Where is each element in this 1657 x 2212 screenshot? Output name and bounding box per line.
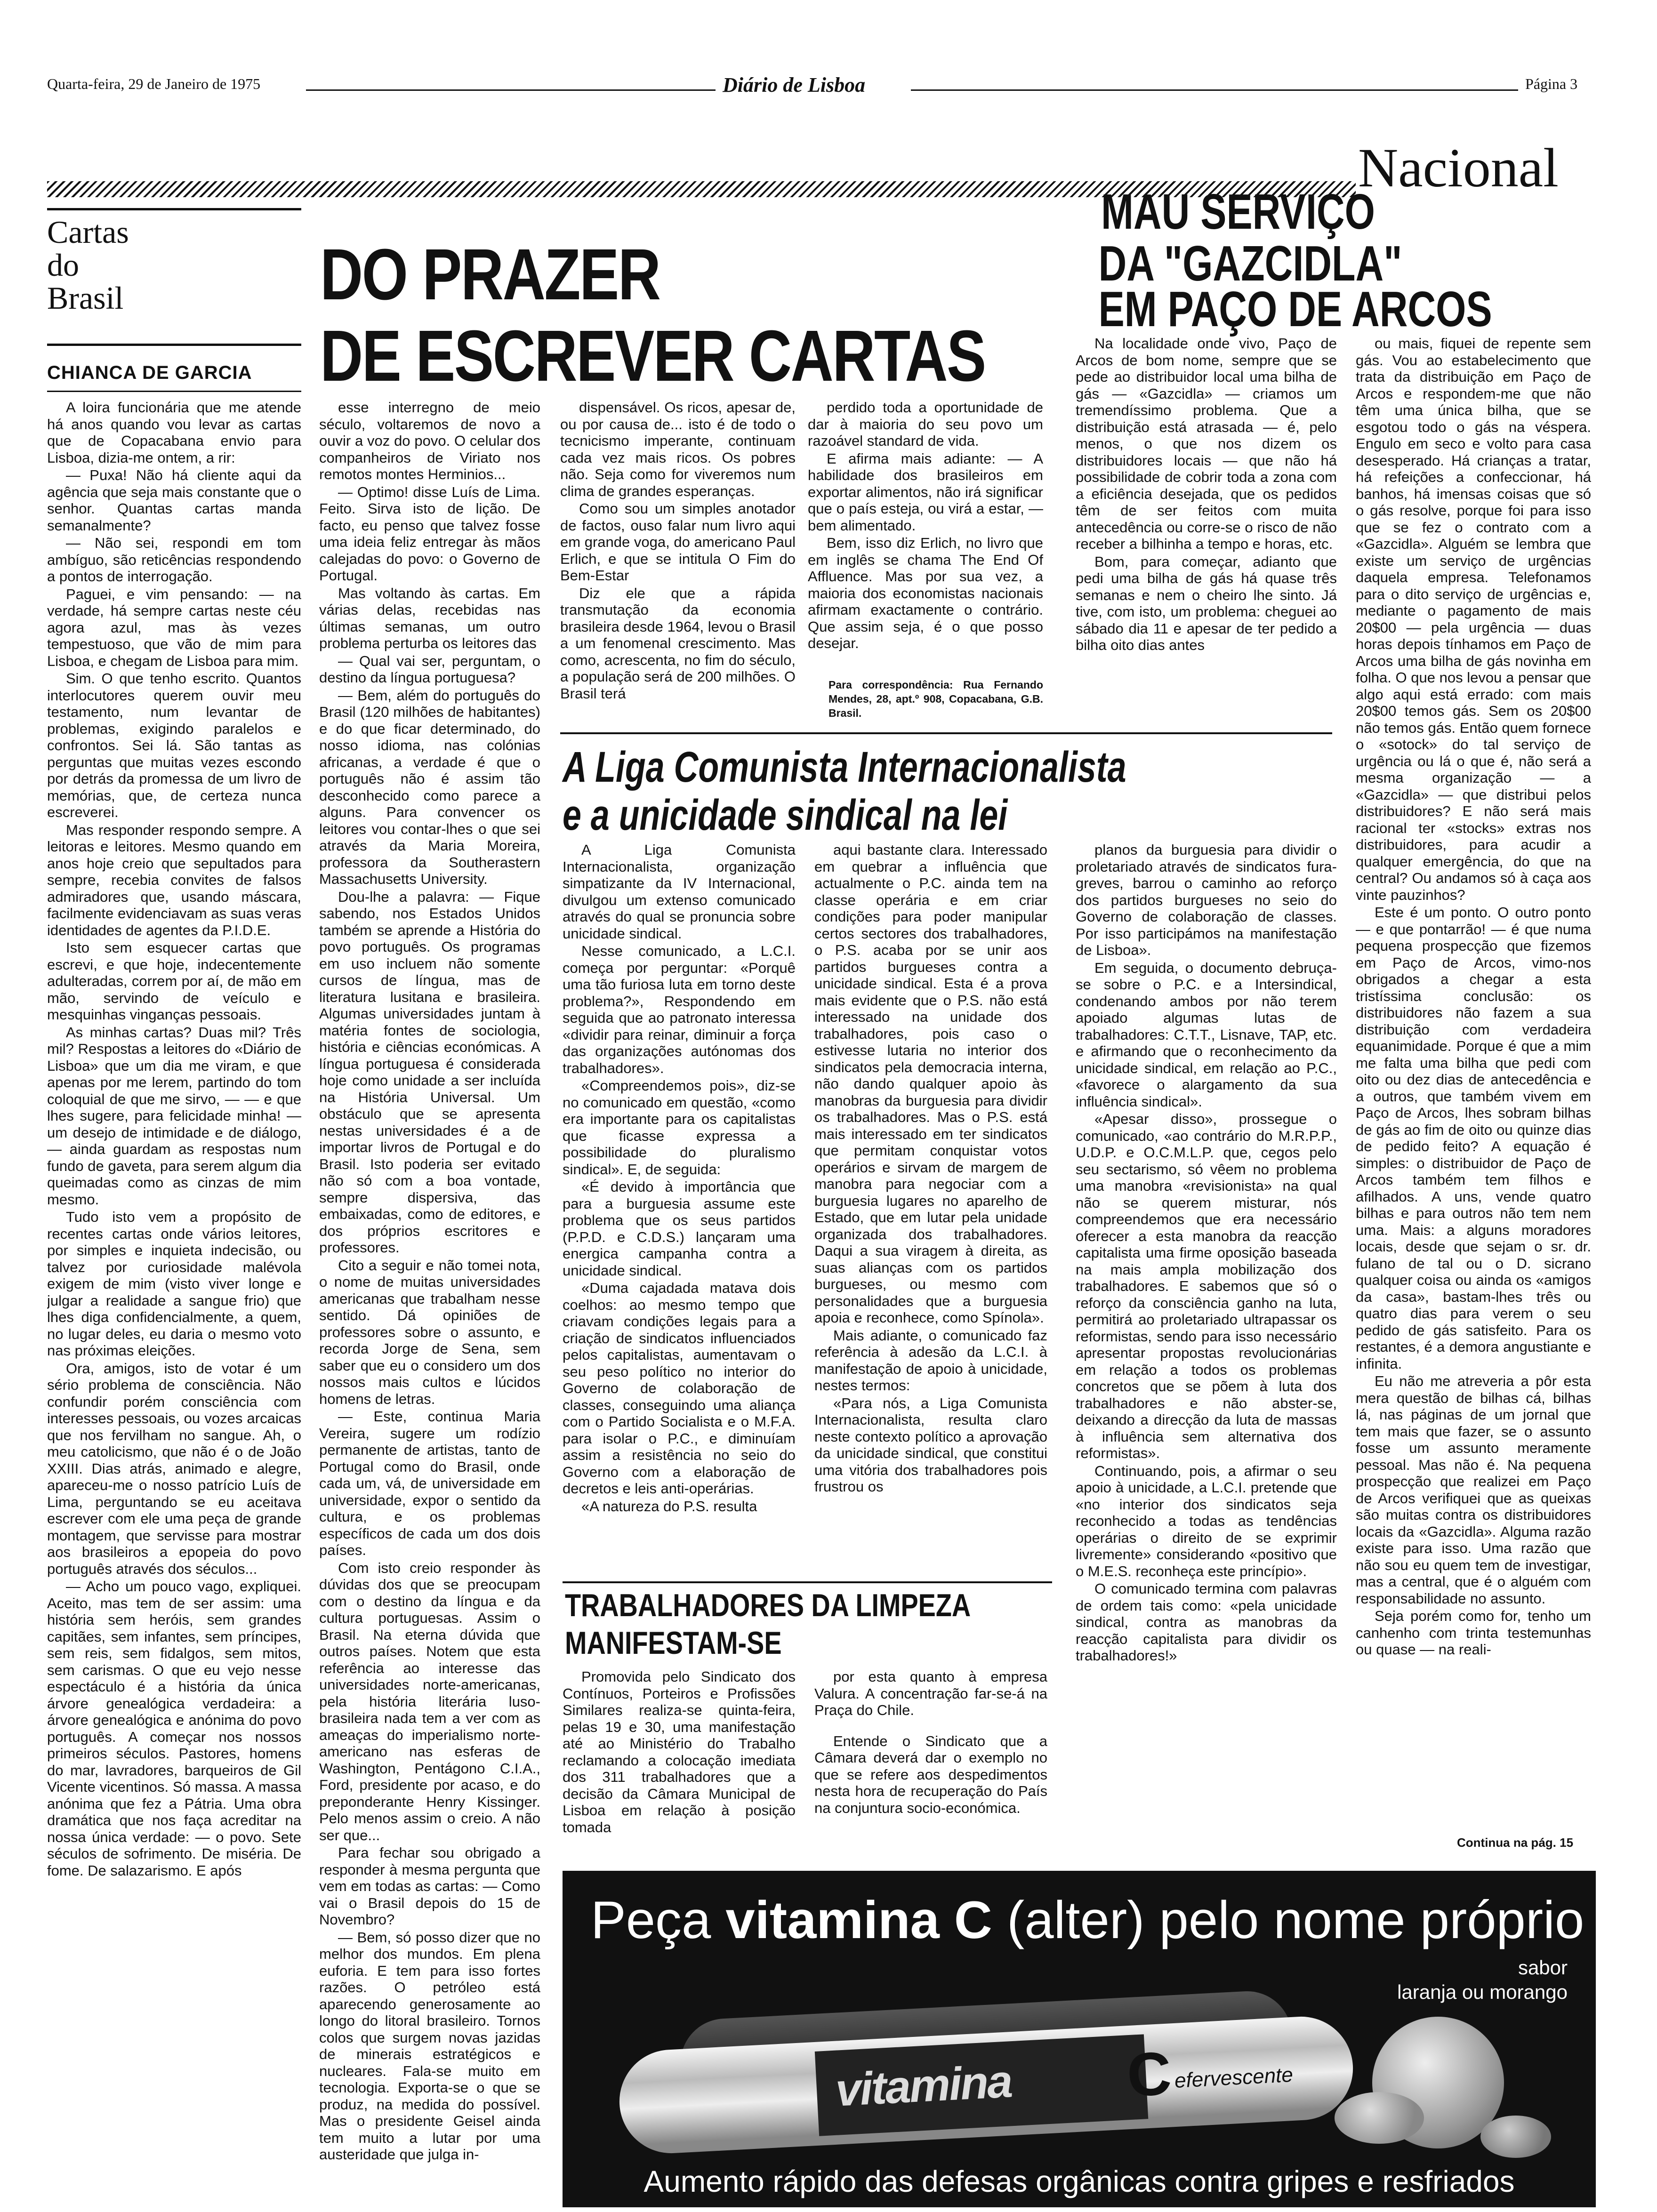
ad-footer: Aumento rápido das defesas orgânicas contra gripes e resfriados: [643, 2164, 1515, 2198]
cartas-headline-line1: DO PRAZER: [320, 234, 660, 315]
ad-tablet-small: [1480, 2116, 1551, 2158]
gazcidla-column-2: [1356, 335, 1591, 1855]
liga-column-1-paragraph: «Compreendemos pois», diz-se no comunicado em questão, «como era importante para os capitalistas que ficasse expressa a possibilidade do pluralismo sindical». E, de seguida:: [563, 1077, 796, 1178]
cartas-column-2-paragraph: — Este, continua Maria Vereira, sugere um rodízio permanente de artistas, tanto de Portugal como do Brasil, onde cada um, vá, de universidade em universidade, expor o sentido da cultura, e os problemas específicos de cada um dos dois países.: [319, 1408, 540, 1558]
cartas-column-2-paragraph: Mas voltando às cartas. Em várias delas, recebidas nas últimas semanas, um outro problema perturba os leitores das: [319, 585, 540, 651]
limpeza-headline-line2: MANIFESTAM-SE: [565, 1625, 782, 1661]
cartas-column-1: [47, 399, 301, 2206]
limpeza-headline-line1: TRABALHADORES DA LIMPEZA: [565, 1587, 971, 1623]
limpeza-column-2: [814, 1668, 1047, 1852]
cartas-column-1-paragraph: Sim. O que tenho escrito. Quantos interlocutores querem ouvir meu testamento, num levantar de problemas, exigindo paralelos e confrontos. Sei lá. São tantas as perguntas que muitas vezes escondo por detrás da promessa de um livro de memórias, que, de certeza nunca escreverei.: [47, 670, 301, 820]
cartas-kicker-rule-bottom: [47, 344, 301, 346]
liga-column-1: [563, 842, 796, 1569]
cartas-column-1-paragraph: Ora, amigos, isto de votar é um sério problema de consciência. Não confundir porém consciência com interesses pessoais, ou vozes arcaicas que nos fervilham no sangue. Ah, o meu catolicismo, que não é o de João XXIII. Dias atrás, animado e alegre, apareceu-me o nosso patrício Luís de Lima, perguntando se eu aceitava escrever com ele uma peça de grande montagem, que servisse para mostrar aos brasileiros a epopeia do povo português através dos séculos...: [47, 1360, 301, 1577]
cartas-column-2-paragraph: — Bem, só posso dizer que no melhor dos mundos. Em plena euforia. E tem para isso fortes razões. O petróleo está aparecendo generosamente ao longo do litoral brasileiro. Tornos colos que surgem novas jazidas de minerais estratégicos e nucleares. Fala-se muito em tecnologia. Exporta-se o que se produz, na medida do possível. Mas o presidente Geisel ainda tem muito a lutar por uma austeridade que julga in-: [319, 1929, 540, 2163]
masthead-rule-left: [306, 89, 716, 91]
cartas-column-2-paragraph: Dou-lhe a palavra: — Fique sabendo, nos Estados Unidos também se aprende a História do povo português. Os programas em uso incluem não somente cursos de língua, mas de literatura lusitana e brasileira. Algumas universidades juntam à matéria fontes de sociologia, história e ciências económicas. A língua portuguesa é considerada hoje como unidade a ser incluída na História Universal. Um obstáculo que se apresenta nestas universidades é a de importar livros de Portugal e do Brasil. Isto poderia ser evitado não só com a boa vontade, sempre dispersiva, das embaixadas, como de editores, e dos próprios escritores e professores.: [319, 888, 540, 1256]
gazcidla-headline-line2: DA "GAZCIDLA": [1098, 236, 1402, 291]
cartas-byline-rule: [47, 391, 301, 392]
liga-column-3-paragraph: planos da burguesia para dividir o proletariado através de sindicatos fura-greves, barrou o caminho ao reforço dos partidos burgueses no seio do Governo de colaboração de classes. Por isso participámos na manifestação de Lisboa».: [1076, 842, 1337, 958]
cartas-column-2-paragraph: Para fechar sou obrigado a responder à mesma pergunta que vem em todas as cartas: — Como vai o Brasil depois do 15 de Novembro?: [319, 1844, 540, 1928]
cartas-column-1-paragraph: Mas responder respondo sempre. A leitoras e leitores. Mesmo quando em anos hoje creio que sepultados para sempre, recebia convites de falsos admiradores que, usando máscara, facilmente evidenciavam as suas veras identidades de agentes da P.I.D.E.: [47, 821, 301, 938]
limpeza-paragraph-2: por esta quanto à empresa Valura. A concentração far-se-á na Praça do Chile.: [814, 1668, 1047, 1718]
cartas-column-4-paragraph: Bem, isso diz Erlich, no livro que em inglês se chama The End Of Affluence. Mas por sua vez, a maioria dos economistas nacionais afirmam exactamente o contrário. Que assim seja, é o que posso desejar.: [808, 535, 1043, 651]
cartas-column-3-paragraph: Como sou um simples anotador de factos, ouso falar num livro aqui em grande voga, do americano Paul Erlich, e que se intitula O Fim do Bem-Estar: [560, 500, 796, 584]
cartas-column-1-paragraph: — Puxa! Não há cliente aqui da agência que seja mais constante que o senhor. Quantas cartas manda semanalmente?: [47, 467, 301, 534]
vitamin-c-advertisement: [563, 1871, 1596, 2207]
gazcidla-column-2-paragraph: ou mais, fiquei de repente sem gás. Vou ao estabelecimento que trata da distribuição em Paço de Arcos e respondem-me que não têm uma única bilha, que se esgotou todo o gás na véspera. Engulo em seco e volto para casa desesperado. Há crianças a tratar, há refeições a confeccionar, há banhos, há imensas coisas que só o gás resolve, porque foi para isso que se fez o contrato com a «Gazcidla». Alguém se lembra que existe um serviço de urgências daquela empresa. Telefonamos para o dito serviço de urgências e, mediante o pagamento de mais 20$00 — pela urgência — duas horas depois tínhamos em Paço de Arcos uma bilha de gás novinha em folha. O que nos levou a pensar que algo aqui está errado: com mais 20$00 temos gás. Sem os 20$00 não temos gás. Então quem fornece o «sotock» do tal serviço de urgência ou lá o que é, não será a mesma organização — a «Gazcidla» — que distribui pelos distribuidores? E não será mais racional ter «stocks» extras nos distribuidores, para acudir a qualquer emergência, do que na central? Ou andamos só à caça aos vinte pauzinhos?: [1356, 335, 1591, 903]
cartas-column-2-paragraph: esse interregno de meio século, voltaremos de novo a ouvir a voz do povo. O celular dos companheiros de Viriato nos remotos montes Herminios...: [319, 399, 540, 482]
cartas-headline-line2: DE ESCREVER CARTAS: [320, 315, 985, 396]
section-title: Nacional: [1358, 137, 1559, 199]
gazcidla-column-1-paragraph: Bom, para começar, adianto que pedi uma bilha de gás há quase três semanas e nem o cheiro lhe sinto. Já tive, com isto, um problema: cheguei ao sábado dia 11 e apesar de ter pedido a bilha oito dias antes: [1076, 553, 1337, 653]
cartas-column-4-paragraph: perdido toda a oportunidade de dar à maioria do seu povo um razoável standard de vida.: [808, 399, 1043, 449]
cartas-column-2-paragraph: — Qual vai ser, perguntam, o destino da língua portuguesa?: [319, 652, 540, 686]
masthead-date: Quarta-feira, 29 de Janeiro de 1975: [47, 75, 261, 92]
cartas-column-3: [560, 399, 796, 724]
cartas-column-1-paragraph: Isto sem esquecer cartas que escrevi, e que hoje, indecentemente adulteradas, correm por aí, de mão em mão, servindo de veículo e mesquinhas vinganças pessoais.: [47, 939, 301, 1023]
limpeza-paragraph-3: Entende o Sindicato que a Câmara deverá dar o exemplo no que se refere aos despedimentos nesta hora de recuperação do País na conjuntura socio-económica.: [814, 1732, 1047, 1816]
ad-tube-c: C: [1125, 2038, 1173, 2110]
cartas-column-2-paragraph: Cito a seguir e não tomei nota, o nome de muitas universidades americanas que trabalham nesse sentido. Dá opiniões de professores sobre o assunto, e recorda Jorge de Sena, sem saber que eu o considero um dos nossos mais cultos e lúcidos homens de letras.: [319, 1257, 540, 1407]
liga-column-3-paragraph: Em seguida, o documento debruça-se sobre o P.C. e a Intersindical, condenando ambos por não terem apoiado algumas lutas de trabalhadores: C.T.T., Lisnave, TAP, etc. e afirmando que o reconhecimento da unicidade sindical, em relação ao P.C., «favorece o alargamento da sua influência sindical».: [1076, 959, 1337, 1110]
cartas-column-1-paragraph: — Acho um pouco vago, expliquei. Aceito, mas tem de ser assim: uma história sem heróis, sem grandes capitães, sem infantes, sem príncipes, sem reis, sem fidalgos, sem mitos, sem carismas. O que eu vejo nesse espectáculo é a história da única árvore genealógica verdadeira: a árvore genealógica e anónima do povo português. A começar nos nossos primeiros séculos. Pastores, homens do mar, lavradores, barqueiros de Gil Vicente vicentinos. Só massa. A massa anónima que fez a Pátria. Uma obra dramática que nos faça acreditar na nossa única verdade: — o povo. Sete séculos de sofrimento. De miséria. De fome. De salazarismo. E após: [47, 1578, 301, 1879]
cartas-column-1-paragraph: A loira funcionária que me atende há anos quando vou levar as cartas que de Copacabana envio para Lisboa, dizia-me ontem, a rir:: [47, 399, 301, 466]
cartas-column-2: [319, 399, 540, 2206]
liga-column-2: [814, 842, 1047, 1569]
liga-column-3-paragraph: Continuando, pois, a afirmar o seu apoio à unicidade, a L.C.I. pretende que «no interior dos sindicatos seja reconhecido a todas as tendências operárias o direito de se exprimir livremente» considerando «positivo que o M.E.S. reconheça este princípio».: [1076, 1462, 1337, 1579]
ad-headline: [591, 1890, 1584, 1951]
liga-column-1-paragraph: A Liga Comunista Internacionalista, organização simpatizante da IV Internacional, divulgou um extenso comunicado através do qual se pronuncia sobre unicidade sindical.: [563, 842, 796, 942]
ad-tube-brand: vitamina: [834, 2055, 1013, 2116]
gazcidla-headline-line3: EM PAÇO DE ARCOS: [1098, 281, 1492, 337]
gazcidla-headline-line1: MAU SERVIÇO: [1101, 184, 1375, 240]
gazcidla-column-1-paragraph: Na localidade onde vivo, Paço de Arcos de bom nome, sempre que se pede ao distribuidor local uma bilha de gás — «Gazcidla» — criamos um tremendíssimo problema. Que a distribuição está atrasada — é, pelo menos, o que nos dizem os distribuidores locais — que não há possibilidade de cobrir toda a zona com a eficiência desejada, que os pedidos têm de ser feitos com muita antecedência ou corre-se o risco de não receber a bilhinha a tempo e horas, etc.: [1076, 335, 1337, 552]
cartas-column-1-paragraph: Tudo isto vem a propósito de recentes cartas onde vários leitores, por simples e inquieta indecisão, ou talvez por curiosidade malévola exigem de mim (visto viver longe e julgar a realidade a sangue frio) que lhes diga confidencialmente, a quem, no lugar deles, eu daria o mesmo voto nas próximas eleições.: [47, 1209, 301, 1359]
cartas-column-2-paragraph: Com isto creio responder às dúvidas dos que se preocupam com o destino da língua e da cultura portuguesas. Assim o Brasil. Na eterna dúvida que outros países. Notem que esta referência ao interesse das universidades norte-americanas, pela história literária luso-brasileira nada tem a ver com as ameaças do imperialismo norte-americano nas esferas de Washington, Pentágono C.I.A., Ford, presidente por acaso, e do preponderante Henry Kissinger. Pelo menos assim o creio. A não ser que...: [319, 1559, 540, 1843]
liga-column-3-paragraph: «Apesar disso», prossegue o comunicado, «ao contrário do M.R.P.P., U.D.P. e O.C.M.L.P. que, cegos pelo seu sectarismo, só vêem no problema uma manobra «revisionista» na qual não se querem misturar, nós compreendemos que era necessário oferecer a esta manobra da reacção capitalista uma firme oposição baseada na mais ampla mobilização dos trabalhadores. E sabemos que só o reforço da consciência ganho na luta, permitirá ao proletariado ultrapassar os reformistas, sendo para isso necessário apresentar propostas revolucionárias em relação a todos os problemas concretos que se põem à luta dos trabalhadores e não abster-se, deixando a direcção da luta de massas à influência sem alternativa dos reformistas».: [1076, 1111, 1337, 1461]
liga-column-1-paragraph: «É devido à importância que para a burguesia assume este problema que os seus partidos (P.P.D. e C.D.S.) lançaram uma energica campanha contra a unicidade sindical.: [563, 1178, 796, 1279]
gazcidla-continua: Continua na pág. 15: [1457, 1835, 1574, 1850]
gazcidla-column-2-paragraph: Eu não me atreveria a pôr esta mera questão de bilhas cá, bilhas lá, nas páginas de um jornal que tem mais que fazer, se o assunto fosse um assunto meramente pessoal. Mas não é. Na pequena prospecção que realizei em Paço de Arcos verifiquei que as queixas são muitas contra os distribuidores locais da «Gazcidla». Alguma razão existe para isso. Uma razão que não sou eu quem tem de investigar, mas a central, que é o alguém com responsabilidade no assunto.: [1356, 1373, 1591, 1607]
cartas-column-3-paragraph: Diz ele que a rápida transmutação da economia brasileira desde 1964, levou o Brasil a um fenomenal crescimento. Mas como, acrescenta, no fim do século, a população será de 200 milhões. O Brasil terá: [560, 585, 796, 702]
cartas-byline: CHIANCA DE GARCIA: [47, 362, 252, 383]
cartas-kicker-line2: do: [47, 247, 79, 283]
ad-headline-pre: Peça: [591, 1891, 711, 1949]
ad-headline-post: (alter) pelo nome próprio: [1006, 1891, 1585, 1949]
liga-column-3-paragraph: O comunicado termina com palavras de ordem tais como: «pela unicidade sindical, contra as manobras da reacção capitalista para dividir os trabalhadores!»: [1076, 1580, 1337, 1664]
liga-column-2-paragraph: «Para nós, a Liga Comunista Internacionalista, resulta claro neste contexto político a aprovação da unicidade sindical, que constitui uma vitória dos trabalhadores pois frustrou os: [814, 1395, 1047, 1495]
masthead-page-number: Página 3: [1525, 75, 1578, 92]
cartas-correspondence: Para correspondência: Rua Fernando Mendes, 28, apt.º 908, Copacabana, G.B. Brasil.: [828, 679, 1043, 719]
liga-column-2-paragraph: aqui bastante clara. Interessado em quebrar a influência que actualmente o P.C. ainda tem na classe operária e em criar condições para poder manipular certos sectores dos trabalhadores, o P.S. acaba por se unir aos partidos burgueses contra a unicidade sindical. Esta é a prova mais evidente que o P.S. não está interessado na unidade dos trabalhadores, pois caso o estivesse lutaria no interior dos sindicatos pela democracia interna, não dando qualquer apoio às manobras da burguesia para dividir os trabalhadores. Mas o P.S. está mais interessado em ter sindicatos que permitam conquistar votos operários e sirvam de margem de manobra para negociar com a burguesia lugares no aparelho de Estado, que em lutar pela unidade organizada dos trabalhadores. Daqui a sua viragem à direita, as suas alianças com os partidos burgueses, ou mesmo com personalidades que a burguesia apoia e reconhece, como Spínola».: [814, 842, 1047, 1326]
cartas-kicker-line1: Cartas: [47, 214, 129, 250]
cartas-column-4: [808, 399, 1043, 672]
limpeza-top-rule: [563, 1581, 1052, 1583]
cartas-kicker-rule-top: [47, 208, 301, 210]
ad-flavor: [1397, 1956, 1568, 2004]
liga-top-rule: [560, 732, 1332, 734]
liga-column-1-paragraph: Nesse comunicado, a L.C.I. começa por perguntar: «Porquê uma tão furiosa luta em torno deste problema?», Respondendo em seguida que ao patronato interessa «dividir para reinar, diminuir a força das organizações autónomas dos trabalhadores».: [563, 943, 796, 1076]
masthead-rule-right: [911, 89, 1518, 91]
gazcidla-column-1: [1076, 335, 1337, 726]
ad-flavor-line2: laranja ou morango: [1397, 1981, 1568, 2003]
cartas-column-1-paragraph: As minhas cartas? Duas mil? Três mil? Respostas a leitores do «Diário de Lisboa» que um dia me viram, e que apenas por me lerem, partindo do tom coloquial de que me sirvo, — — e que lhes sugere, para felicidade minha! — um desejo de intimidade e de diálogo, — ainda guardam as respostas num fundo de gaveta, para serem algum dia queimadas como as cinzas de mim mesmo.: [47, 1024, 301, 1208]
limpeza-paragraph-1: Promovida pelo Sindicato dos Contínuos, Porteiros e Profissões Similares realiza-se quinta-feira, pelas 19 e 30, uma manifestação até ao Ministério do Trabalho reclamando a colocação imediata dos 311 trabalhadores que a decisão da Câmara Municipal de Lisboa em relação à posição tomada: [563, 1668, 796, 1835]
cartas-column-2-paragraph: — Bem, além do português do Brasil (120 milhões de habitantes) e do que ficar determinado, do nosso idioma, nas colónias africanas, a verdade é que o português não é assim tão desconhecido como parece a alguns. Para convencer os leitores vou contar-lhes o que sei através da Maria Moreira, professora da Southerastern Massachusetts University.: [319, 687, 540, 887]
ad-headline-brand: vitamina C: [725, 1891, 992, 1949]
gazcidla-column-2-paragraph: Este é um ponto. O outro ponto — e que pontarrão! — é que numa pequena prospecção que fizemos em Paço de Arcos, vimo-nos obrigados a chegar a esta tristíssima conclusão: os distribuidores não fazem a sua distribuição com verdadeira equanimidade. Porque é que a mim me falta uma bilha que pedi com oito ou dez dias de antecedência e a outros, que também vivem em Paço de Arcos, lhes sobram bilhas de gás ao fim de oito ou quinze dias de pedido feito? A equação é simples: o distribuidor de Paço de Arcos também tem filhos e afilhados. A uns, vende quatro bilhas e para outros não tem nem uma. Mais: a alguns moradores locais, desde que sejam o sr. dr. fulano de tal ou o D. sicrano qualquer coisa ou ainda os «amigos da casa», bastam-lhes três ou quatro dias para verem o seu pedido de gás satisfeito. Para os restantes, é a demora angustiante e infinita.: [1356, 904, 1591, 1372]
limpeza-column-1: [563, 1668, 796, 1852]
ad-tablet-medium: [1335, 2092, 1424, 2144]
liga-headline-line1: A Liga Comunista Internacionalista: [563, 743, 1126, 791]
cartas-column-1-paragraph: — Não sei, respondi em tom ambíguo, são reticências respondendo a pontos de interrogação.: [47, 535, 301, 585]
cartas-column-4-paragraph: E afirma mais adiante: — A habilidade dos brasileiros em exportar alimentos, não irá significar que o país esteja, ou virá a estar, — bem alimentado.: [808, 450, 1043, 534]
cartas-column-2-paragraph: — Optimo! disse Luís de Lima. Feito. Sirva isto de lição. De facto, eu penso que talvez fosse uma ideia feliz entregar às mãos calejadas do povo: o Governo de Portugal.: [319, 483, 540, 584]
cartas-kicker: [47, 216, 129, 314]
liga-column-2-paragraph: Mais adiante, o comunicado faz referência à adesão da L.C.I. à manifestação de apoio à unicidade, nestes termos:: [814, 1327, 1047, 1394]
liga-column-1-paragraph: «Duma cajadada matava dois coelhos: ao mesmo tempo que criavam condições legais para a criação de sindicatos influenciados pelos capitalistas, aumentavam o seu peso político no interior do Governo de colaboração de classes, conseguindo uma aliança com o Partido Socialista e o M.F.A. para isolar o P.C., e diminuíam assim a resistência no seio do Governo com a elaboração de decretos e leis anti-operárias.: [563, 1280, 796, 1497]
gazcidla-column-2-paragraph: Seja porém como for, tenho um canhenho com trinta testemunhas ou quase — na reali-: [1356, 1608, 1591, 1658]
cartas-column-3-paragraph: dispensável. Os ricos, apesar de, ou por causa de... isto é de todo o tecnicismo imperante, continuam cada vez mais ricos. Os pobres não. Seja como for viveremos num clima de grandes esperanças.: [560, 399, 796, 499]
liga-column-1-paragraph: «A natureza do P.S. resulta: [581, 1498, 757, 1515]
cartas-column-1-paragraph: Paguei, e vim pensando: — na verdade, há sempre cartas neste céu agora azul, mas às vezes tempestuoso, que vão de mim para Lisboa, e chegam de Lisboa para mim.: [47, 585, 301, 669]
liga-column-3: [1076, 842, 1337, 1853]
ad-tube-sub: efervescente: [1174, 2063, 1294, 2093]
liga-headline-line2: e a unicidade sindical na lei: [563, 791, 1008, 839]
masthead-paper-name: Diário de Lisboa: [723, 73, 866, 96]
cartas-kicker-line3: Brasil: [47, 280, 124, 316]
ad-flavor-line1: sabor: [1518, 1956, 1568, 1979]
